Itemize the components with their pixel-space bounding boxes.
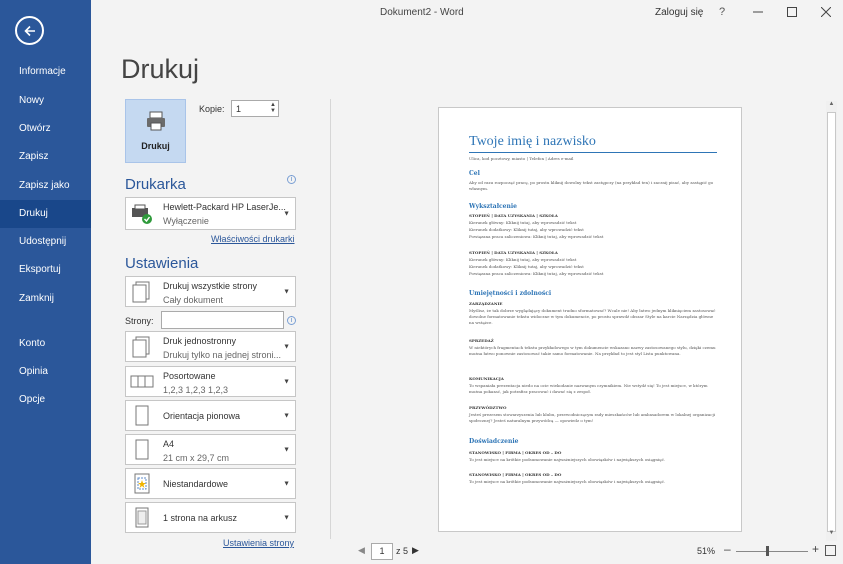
custom-margins-icon <box>130 472 154 496</box>
resume-exp-sub: STANOWISKO | FIRMA | OKRES OD – DO <box>469 472 562 477</box>
resume-skills-heading: Umiejętności i zdolności <box>469 290 552 297</box>
resume-edu-sub: STOPIEŃ | DATA UZYSKANIA | SZKOŁA <box>469 213 558 218</box>
resume-edu-item: Kierunek dodatkowy: Kliknij tutaj, aby wprowadzić tekst <box>469 227 584 232</box>
back-button[interactable] <box>15 16 44 45</box>
resume-skill-text: To wspaniała prezentacja niedo na ocie wiekodanie nazwanym czymnikiem. Nie wstydź się! To jest miejsce, w którym można pokazać, jak potrafisz pracować i dawać się z zespoł. <box>469 383 708 394</box>
window-title: Dokument2 - Word <box>380 7 464 18</box>
resume-edu-item: Kierunek główny: Kliknij tutaj, aby wprowadzić tekst <box>469 220 577 225</box>
close-icon <box>821 7 831 17</box>
nav-item-export[interactable]: Eksportuj <box>19 264 61 275</box>
zoom-slider-track[interactable] <box>736 551 808 552</box>
info-icon[interactable]: i <box>287 175 296 184</box>
one-sided-icon <box>130 335 154 359</box>
pages-input[interactable] <box>161 311 284 329</box>
stepper-arrows-icon[interactable]: ▲ ▼ <box>270 102 276 114</box>
scroll-up-icon[interactable]: ▲ <box>828 101 835 107</box>
copies-stepper[interactable] <box>231 100 279 117</box>
print-button[interactable] <box>125 99 186 163</box>
scroll-down-icon[interactable]: ▼ <box>828 530 835 536</box>
resume-exp-sub: STANOWISKO | FIRMA | OKRES OD – DO <box>469 450 562 455</box>
previous-page-icon[interactable]: ◀ <box>358 545 365 555</box>
paper-size-icon <box>130 438 154 462</box>
orientation-value: Orientacja pionowa <box>163 411 241 421</box>
nav-item-open[interactable]: Otwórz <box>19 123 51 134</box>
dropdown-arrow-icon: ▼ <box>283 288 290 295</box>
nav-item-new[interactable]: Nowy <box>19 95 45 106</box>
nav-item-close[interactable]: Zamknij <box>19 293 55 304</box>
print-button-label: Drukuj <box>141 141 170 151</box>
maximize-icon <box>787 7 797 17</box>
dropdown-arrow-icon: ▼ <box>283 210 290 217</box>
resume-rule <box>469 152 717 153</box>
page-per-sheet-icon <box>130 506 154 530</box>
resume-skill-text: Myślisz, że tak dobrze wyglądający dokument trudno sformatować? Wcale nie! Aby łatwo jednym kliknięciem zastosować dowolne formatowanie tekstu widoczne w tym dokumencie, po prostu sprawdź obszar Style na karcie Narzędzia główne na wstążce. <box>469 308 716 325</box>
current-page-input[interactable]: 1 <box>371 543 393 560</box>
dropdown-arrow-icon: ▼ <box>283 343 290 350</box>
page-title: Drukuj <box>121 54 200 84</box>
printer-status: Wyłączenie <box>163 216 209 226</box>
resume-goal-text: Aby od razu rozpocząć pracę, po prostu kliknij dowolny tekst zastępczy (na przykład ten) i zacznij pisać, aby zastąpić go własnym. <box>469 180 714 191</box>
resume-edu-sub: STOPIEŃ | DATA UZYSKANIA | SZKOŁA <box>469 250 558 255</box>
nav-item-save-as[interactable]: Zapisz jako <box>19 180 70 191</box>
collation-dropdown[interactable] <box>125 366 296 397</box>
portrait-page-icon <box>130 404 154 428</box>
nav-item-feedback[interactable]: Opinia <box>19 366 48 377</box>
page-setup-link[interactable]: Ustawienia strony <box>223 538 295 548</box>
resume-skill-text: W niektórych fragmentach tekstu przykładowego w tym dokumencie wskazano nazwy zastosowanego stylu, dzięki czemu można łatwo ponownie zastosować takie samo formatowanie. Na przykład to jest styl Lista punktowana. <box>469 345 716 356</box>
zoom-slider-thumb[interactable] <box>766 546 769 556</box>
resume-skill-text: Jesteś prezesem stowarzyszenia lub klubu, przewodniczącym rady mieszkańców lub ambasadorem w lokalnej organizacji społecznej? Jesteś naturalnym przywódcą — opowiedz o tym! <box>469 412 716 423</box>
backstage-nav <box>0 0 91 564</box>
collation-value: Posortowane <box>163 371 216 381</box>
sides-desc: Drukuj tylko na jednej stroni... <box>163 350 282 360</box>
sign-in-link[interactable]: Zaloguj się <box>655 7 704 18</box>
nav-item-save[interactable]: Zapisz <box>19 151 49 162</box>
printer-dropdown[interactable] <box>125 197 296 230</box>
resume-edu-item: Kierunek główny: Kliknij tutaj, aby wprowadzić tekst <box>469 257 577 262</box>
minimize-icon <box>753 7 763 17</box>
resume-exp-heading: Doświadczenie <box>469 438 519 445</box>
resume-contact: Ulica, kod pocztowy, miasto | Telefon | Adres e-mail <box>469 156 574 161</box>
scroll-thumb[interactable] <box>827 112 836 532</box>
pages-icon <box>130 280 154 304</box>
orientation-dropdown[interactable] <box>125 400 296 431</box>
dropdown-arrow-icon: ▼ <box>283 378 290 385</box>
dropdown-arrow-icon: ▼ <box>283 412 290 419</box>
nav-item-print[interactable]: Drukuj <box>0 200 91 228</box>
panel-divider <box>330 99 331 539</box>
printer-properties-link[interactable]: Właściwości drukarki <box>211 234 295 244</box>
margins-value: Niestandardowe <box>163 479 229 489</box>
pages-per-sheet-value: 1 strona na arkusz <box>163 513 238 523</box>
pages-per-sheet-dropdown[interactable] <box>125 502 296 533</box>
sides-dropdown[interactable] <box>125 331 296 362</box>
nav-item-share[interactable]: Udostępnij <box>19 236 67 247</box>
dropdown-arrow-icon: ▼ <box>283 514 290 521</box>
nav-item-info[interactable]: Informacje <box>19 66 66 77</box>
page-total: z 5 <box>396 546 409 556</box>
resume-skill-heading: KOMUNIKACJA <box>469 376 504 381</box>
printer-name: Hewlett-Packard HP LaserJe... <box>163 202 286 212</box>
resume-edu-item: Kierunek dodatkowy: Kliknij tutaj, aby wprowadzić tekst <box>469 264 584 269</box>
pages-label: Strony: <box>125 316 154 326</box>
resume-skill-heading: PRZYWÓDZTWO <box>469 405 507 410</box>
paper-size-desc: 21 cm x 29,7 cm <box>163 453 230 463</box>
info-icon[interactable]: i <box>287 316 296 325</box>
dropdown-arrow-icon: ▼ <box>283 480 290 487</box>
back-arrow-icon <box>22 23 38 39</box>
close-button[interactable] <box>815 3 837 21</box>
resume-name: Twoje imię i nazwisko <box>469 134 596 149</box>
resume-edu-item: Powiązana praca zaliczeniowa: Kliknij tutaj, aby wprowadzić tekst <box>469 234 604 239</box>
resume-exp-text: To jest miejsce na krótkie podsumowanie najważniejszych obowiązków i największych osiągnięć. <box>469 457 666 462</box>
resume-edu-heading: Wykształcenie <box>469 203 517 210</box>
zoom-level[interactable]: 51% <box>697 546 716 556</box>
resume-skill-heading: SPRZEDAŻ <box>469 338 494 343</box>
resume-edu-item: Powiązana praca zaliczeniowa: Kliknij tutaj, aby wprowadzić tekst <box>469 271 604 276</box>
paper-size-dropdown[interactable] <box>125 434 296 465</box>
zoom-out-button[interactable]: – <box>724 542 731 556</box>
copies-value: 1 <box>236 104 242 114</box>
resume-goal-heading: Cel <box>469 170 480 177</box>
printer-ready-icon <box>130 202 154 226</box>
minimize-button[interactable] <box>747 3 769 21</box>
print-preview-page <box>438 107 742 532</box>
print-range-desc: Cały dokument <box>163 295 224 305</box>
zoom-to-page-icon[interactable] <box>825 545 836 556</box>
resume-exp-text: To jest miejsce na krótkie podsumowanie najważniejszych obowiązków i największych osiągnięć. <box>469 479 666 484</box>
copies-label: Kopie: <box>199 104 225 114</box>
collation-desc: 1,2,3 1,2,3 1,2,3 <box>163 385 229 395</box>
print-range-dropdown[interactable] <box>125 276 296 307</box>
nav-item-account[interactable]: Konto <box>19 338 46 349</box>
print-range-value: Drukuj wszystkie strony <box>163 281 258 291</box>
maximize-button[interactable] <box>781 3 803 21</box>
nav-item-options[interactable]: Opcje <box>19 394 46 405</box>
printer-heading: Drukarka <box>125 176 186 193</box>
printer-icon <box>145 110 167 132</box>
collated-icon <box>130 370 154 394</box>
settings-heading: Ustawienia <box>125 255 199 272</box>
dropdown-arrow-icon: ▼ <box>283 446 290 453</box>
help-button[interactable]: ? <box>718 6 726 18</box>
resume-skill-heading: ZARZĄDZANIE <box>469 301 503 306</box>
margins-dropdown[interactable] <box>125 468 296 499</box>
zoom-in-button[interactable]: + <box>812 542 820 556</box>
paper-size-value: A4 <box>163 439 175 449</box>
next-page-icon[interactable]: ▶ <box>412 545 419 555</box>
sides-value: Druk jednostronny <box>163 336 237 346</box>
